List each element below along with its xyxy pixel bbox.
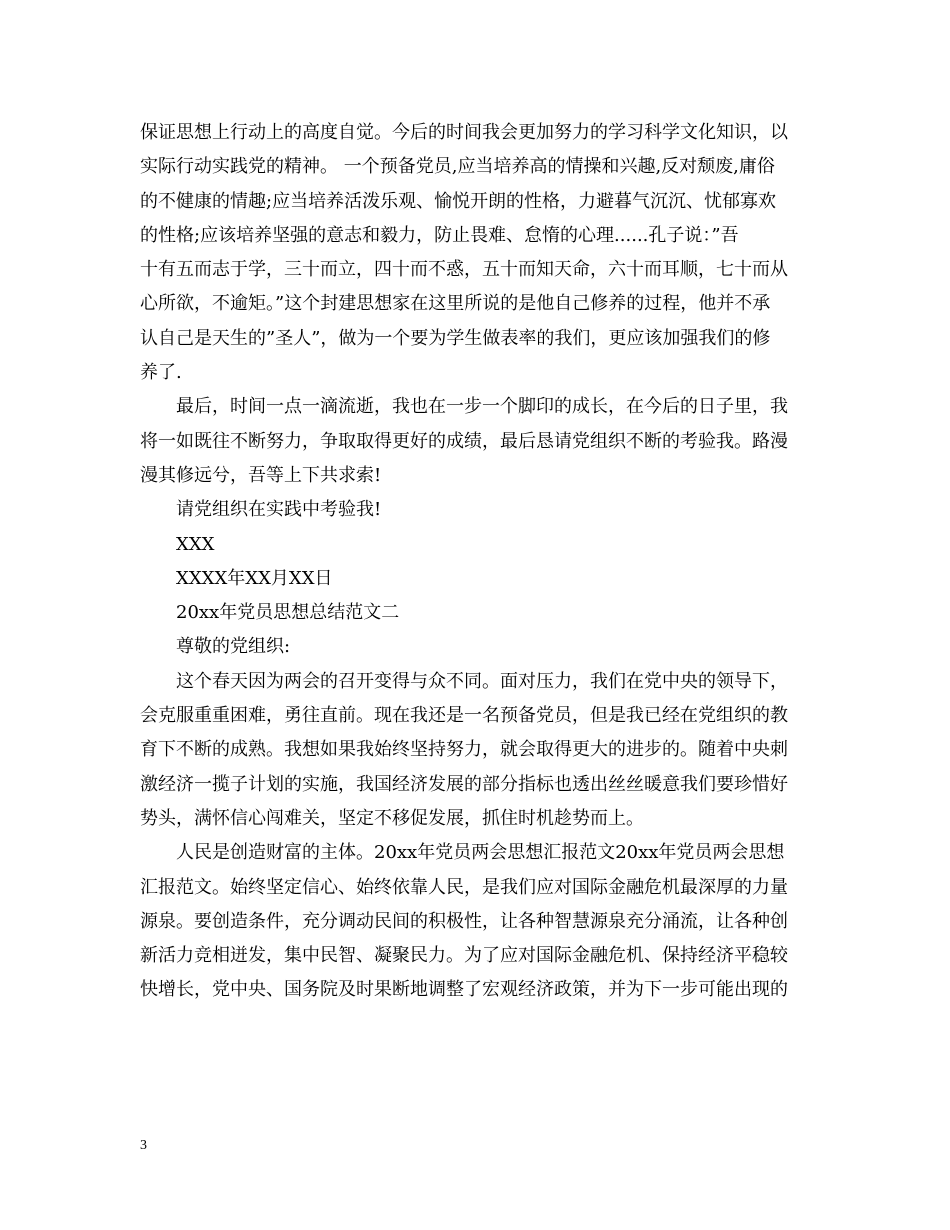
text-line: 会克服重重困难，勇往直前。现在我还是一名预备党员，但是我已经在党组织的教: [140, 705, 788, 727]
text-line: 源泉。要创造条件，充分调动民间的积极性，让各种智慧源泉充分涌流，让各种创: [140, 910, 788, 932]
text-line: 的性格;应该培养坚强的意志和毅力，防止畏难、怠惰的心理......孔子说：”吾: [140, 224, 739, 246]
text-line: 漫其修远兮，吾等上下共求索!: [140, 464, 382, 486]
text-line: 最后，时间一点一滴流逝，我也在一步一个脚印的成长，在今后的日子里，我: [176, 396, 788, 418]
text-line: 人民是创造财富的主体。20xx年党员两会思想汇报范文20xx年党员两会思想: [176, 842, 785, 864]
text-line: 认自己是天生的”圣人”，做为一个要为学生做表率的我们，更应该加强我们的修: [140, 327, 771, 349]
text-line: 请党组织在实践中考验我!: [176, 499, 382, 521]
text-line: 汇报范文。始终坚定信心、始终依靠人民，是我们应对国际金融危机最深厚的力量: [140, 876, 788, 898]
text-line: 的不健康的情趣;应当培养活泼乐观、愉悦开朗的性格，力避暮气沉沉、忧郁寡欢: [140, 190, 777, 212]
text-line: 快增长，党中央、国务院及时果断地调整了宏观经济政策，并为下一步可能出现的: [140, 979, 788, 1001]
text-line: 将一如既往不断努力，争取取得更好的成绩，最后恳请党组织不断的考验我。路漫: [140, 430, 788, 452]
text-line: 心所欲，不逾矩。”这个封建思想家在这里所说的是他自己修养的过程，他并不承: [140, 293, 771, 315]
text-line: XXXX年XX月XX日: [176, 567, 333, 589]
text-line: 十有五而志于学，三十而立，四十而不惑，五十而知天命，六十而耳顺，七十而从: [140, 259, 788, 281]
text-line: 养了.: [140, 362, 182, 384]
text-line: 20xx年党员思想总结范文二: [176, 602, 400, 624]
text-line: XXX: [176, 533, 215, 555]
text-line: 新活力竞相迸发，集中民智、凝聚民力。为了应对国际金融危机、保持经济平稳较: [140, 945, 788, 967]
text-line: 这个春天因为两会的召开变得与众不同。面对压力，我们在党中央的领导下，: [176, 670, 788, 692]
text-line: 尊敬的党组织:: [176, 636, 291, 658]
text-line: 激经济一揽子计划的实施，我国经济发展的部分指标也透出丝丝暖意我们要珍惜好: [140, 773, 788, 795]
text-line: 实际行动实践党的精神。 一个预备党员,应当培养高的情操和兴趣,反对颓废,庸俗: [140, 156, 775, 178]
text-line: 育下不断的成熟。我想如果我始终坚持努力，就会取得更大的进步的。随着中央刺: [140, 739, 788, 761]
page-number: 3: [140, 1138, 147, 1153]
document-body: [140, 116, 812, 1008]
text-line: 势头，满怀信心闯难关，坚定不移促发展，抓住时机趁势而上。: [140, 807, 644, 829]
text-line: 保证思想上行动上的高度自觉。今后的时间我会更加努力的学习科学文化知识，以: [140, 122, 788, 143]
